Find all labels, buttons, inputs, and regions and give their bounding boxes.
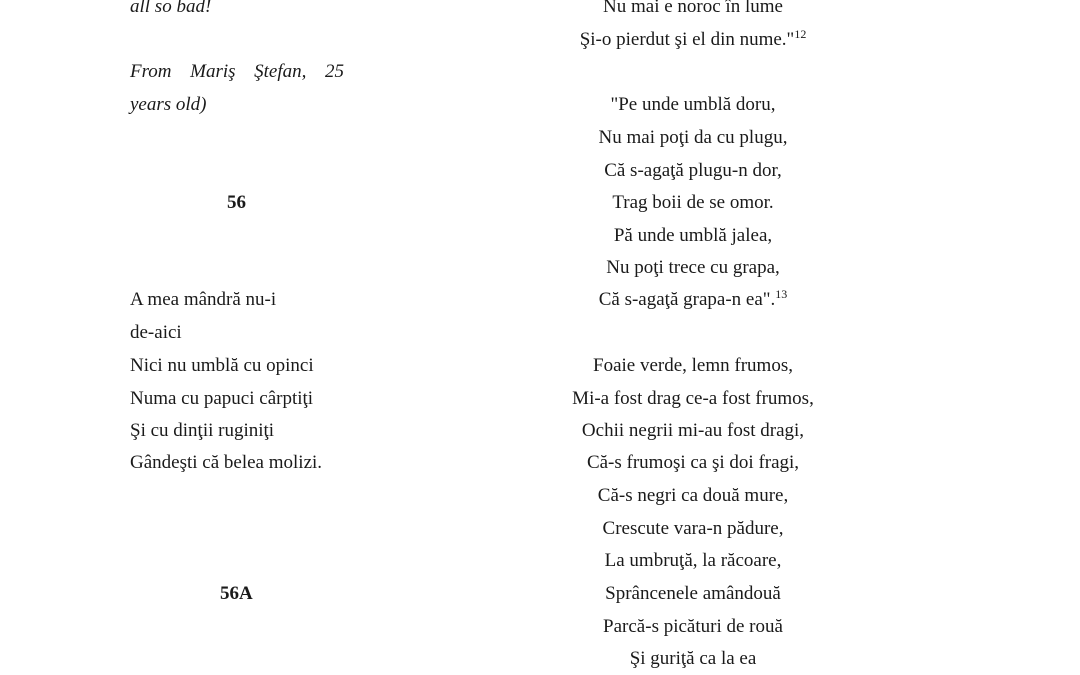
poem56-line: Gândeşti că belea molizi. [130, 452, 323, 473]
footnote-ref-13: 13 [775, 287, 788, 301]
poem56-line: Nici nu umblă cu opinci [130, 355, 314, 376]
poem56-line: Şi cu dinţii ruginiţi [130, 420, 275, 441]
stanza3-line: Şi guriţă ca la ea [629, 648, 757, 669]
stanza3-line: La umbruţă, la răcoare, [604, 550, 782, 571]
intro-tail-line: all so bad! [130, 0, 212, 17]
stanza2-text: Nu poţi trece cu grapa, [606, 257, 780, 278]
poem56-line: A mea mândră nu-i [130, 289, 277, 310]
poem-number-56: 56 [227, 192, 246, 213]
stanza2-text: "Pe unde umblă doru, [610, 94, 776, 115]
stanza3-line: Ochii negrii mi-au fost dragi, [581, 420, 805, 441]
stanza2-text: Pă unde umblă jalea, [613, 225, 773, 246]
stanza3-line: Că-s negri ca două mure, [597, 485, 789, 506]
source-line-2: years old) [130, 94, 207, 115]
stanza1-line [520, 29, 866, 51]
stanza2-line [520, 289, 866, 311]
stanza2-text: Că s-agaţă plugu-n dor, [604, 160, 782, 181]
stanza2-line [520, 160, 866, 182]
stanza2-text: Că s-agaţă grapa-n ea". [598, 289, 776, 310]
source-word: 25 [324, 61, 344, 82]
stanza3-line: Foaie verde, lemn frumos, [593, 355, 793, 376]
stanza1-line [520, 0, 866, 18]
source-word: Mariş [190, 61, 236, 82]
source-word: From [130, 61, 172, 82]
stanza2-text: Nu mai poţi da cu plugu, [598, 127, 788, 148]
stanza2-line [520, 192, 866, 214]
poem56-line: de-aici [130, 322, 182, 343]
stanza3-line: Crescute vara-n pădure, [602, 518, 784, 539]
stanza3-line: Parcă-s picături de rouă [603, 616, 783, 637]
stanza3-line: Că-s frumoşi ca şi doi fragi, [586, 452, 800, 473]
stanza2-line [520, 94, 866, 116]
stanza1-text: Şi-o pierdut şi el din nume." [579, 29, 795, 50]
poem-number-56a: 56A [220, 583, 253, 604]
source-line-1 [130, 61, 344, 83]
poem56-line: Numa cu papuci cârptiţi [130, 388, 314, 409]
footnote-ref-12: 12 [794, 27, 807, 41]
stanza2-line [520, 127, 866, 149]
stanza1-text: Nu mai e noroc în lume [603, 0, 783, 17]
source-word: Ştefan, [254, 61, 307, 82]
stanza2-text: Trag boii de se omor. [612, 192, 774, 213]
stanza3-line: Mi-a fost drag ce-a fost frumos, [572, 388, 814, 409]
stanza3-line: Sprâncenele amândouă [605, 583, 781, 604]
stanza2-line [520, 225, 866, 247]
stanza2-line [520, 257, 866, 279]
